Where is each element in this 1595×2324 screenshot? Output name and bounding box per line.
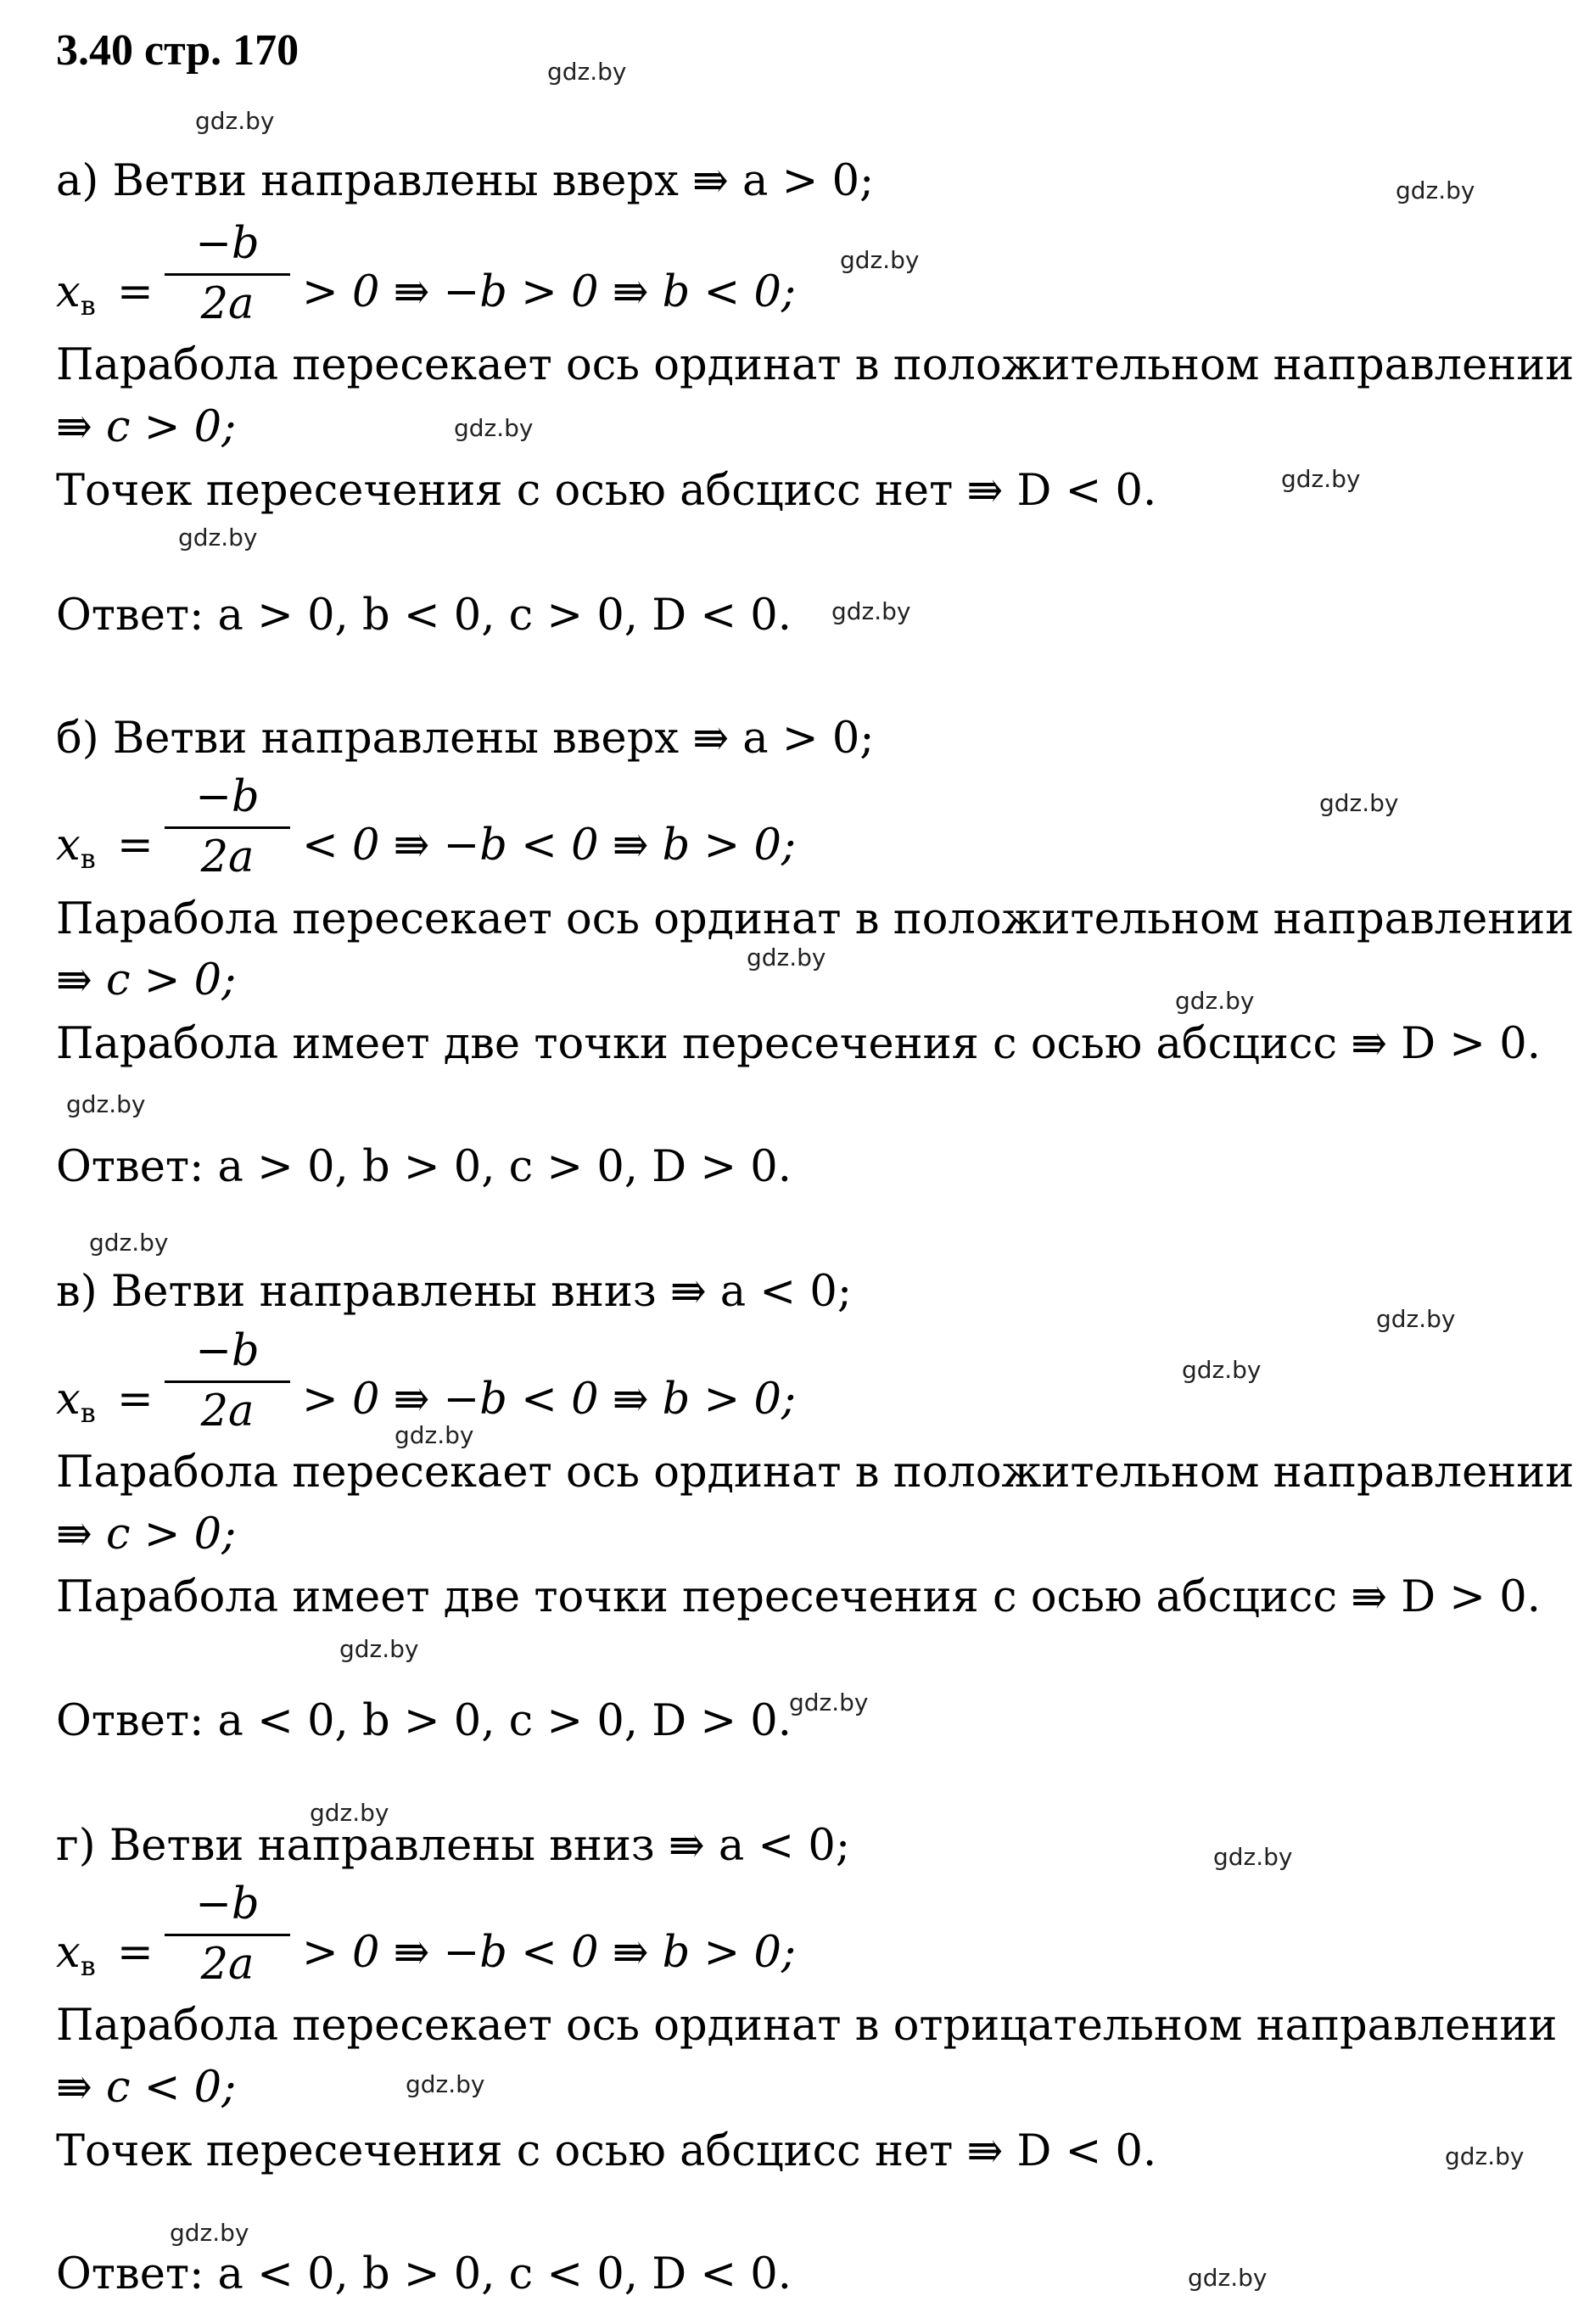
fraction-numerator: −b bbox=[195, 1326, 260, 1376]
equals-sign: = bbox=[117, 267, 154, 317]
part-a-answer: Ответ: a > 0, b < 0, c > 0, D < 0. bbox=[56, 591, 792, 641]
equals-sign: = bbox=[117, 1928, 154, 1978]
fraction bbox=[165, 219, 290, 330]
part-c-c-sign: ⇛ c > 0; bbox=[56, 1509, 237, 1560]
part-b-ordinate-intersection: Парабола пересекает ось ординат в положительном направлении bbox=[56, 894, 1575, 944]
watermark: gdz.by bbox=[195, 107, 275, 135]
part-c-ordinate-intersection: Парабола пересекает ось ординат в положительном направлении bbox=[56, 1448, 1575, 1498]
vertex-x-symbol: $x_в$ bbox=[56, 820, 96, 875]
part-b-branches: б) Ветви направлены вверх ⇛ a > 0; bbox=[56, 714, 875, 764]
part-a-abscissa-intersection: Точек пересечения с осью абсцисс нет ⇛ D < 0. bbox=[56, 466, 1157, 516]
watermark: gdz.by bbox=[339, 1635, 419, 1663]
watermark: gdz.by bbox=[170, 2219, 249, 2247]
part-c-vertex-conclusion: > 0 ⇛ −b < 0 ⇛ b > 0; bbox=[302, 1375, 797, 1425]
watermark: gdz.by bbox=[1182, 1356, 1262, 1384]
fraction-bar bbox=[165, 1934, 290, 1936]
fraction-denominator: 2a bbox=[200, 1386, 255, 1436]
fraction-bar bbox=[165, 1380, 290, 1383]
watermark: gdz.by bbox=[1188, 2264, 1268, 2292]
fraction-numerator: −b bbox=[195, 772, 260, 822]
part-a-ordinate-intersection: Парабола пересекает ось ординат в положительном направлении bbox=[56, 340, 1575, 390]
watermark: gdz.by bbox=[1213, 1843, 1293, 1871]
watermark: gdz.by bbox=[831, 597, 911, 625]
watermark: gdz.by bbox=[406, 2070, 485, 2098]
part-d-vertex-conclusion: > 0 ⇛ −b < 0 ⇛ b > 0; bbox=[302, 1928, 797, 1978]
part-b-c-sign: ⇛ c > 0; bbox=[56, 955, 237, 1005]
vertex-x-symbol: $x_в$ bbox=[56, 267, 96, 322]
watermark: gdz.by bbox=[547, 58, 627, 86]
fraction-bar bbox=[165, 273, 290, 276]
equals-sign: = bbox=[117, 1375, 154, 1425]
vertex-x-symbol: $x_в$ bbox=[56, 1928, 96, 1982]
part-a-c-sign: ⇛ c > 0; bbox=[56, 402, 237, 452]
part-b-vertex-conclusion: < 0 ⇛ −b < 0 ⇛ b > 0; bbox=[302, 820, 797, 871]
watermark: gdz.by bbox=[1319, 789, 1399, 817]
fraction-bar bbox=[165, 826, 290, 829]
watermark: gdz.by bbox=[747, 944, 826, 972]
watermark: gdz.by bbox=[454, 414, 534, 442]
watermark: gdz.by bbox=[178, 524, 258, 552]
equals-sign: = bbox=[117, 820, 154, 871]
part-d-branches: г) Ветви направлены вниз ⇛ a < 0; bbox=[56, 1821, 851, 1871]
watermark: gdz.by bbox=[789, 1688, 869, 1716]
fraction-denominator: 2a bbox=[200, 279, 255, 329]
part-c-branches: в) Ветви направлены вниз ⇛ a < 0; bbox=[56, 1267, 852, 1317]
watermark: gdz.by bbox=[1445, 2142, 1525, 2170]
fraction-numerator: −b bbox=[195, 1879, 260, 1929]
part-b-abscissa-intersection: Парабола имеет две точки пересечения с осью абсцисс ⇛ D > 0. bbox=[56, 1019, 1541, 1069]
vertex-x-symbol: $x_в$ bbox=[56, 1375, 96, 1429]
fraction bbox=[165, 1879, 290, 1991]
watermark: gdz.by bbox=[89, 1229, 169, 1257]
part-d-answer: Ответ: a < 0, b > 0, c < 0, D < 0. bbox=[56, 2249, 792, 2299]
fraction bbox=[165, 1326, 290, 1437]
part-d-ordinate-intersection: Парабола пересекает ось ординат в отрицательном направлении bbox=[56, 2001, 1558, 2051]
part-b-answer: Ответ: a > 0, b > 0, c > 0, D > 0. bbox=[56, 1142, 792, 1192]
watermark: gdz.by bbox=[1376, 1305, 1456, 1333]
fraction bbox=[165, 772, 290, 883]
part-d-abscissa-intersection: Точек пересечения с осью абсцисс нет ⇛ D < 0. bbox=[56, 2126, 1157, 2176]
watermark: gdz.by bbox=[66, 1090, 146, 1118]
fraction-denominator: 2a bbox=[200, 1940, 255, 1990]
part-c-abscissa-intersection: Парабола имеет две точки пересечения с осью абсцисс ⇛ D > 0. bbox=[56, 1572, 1541, 1622]
page-title: 3.40 стр. 170 bbox=[56, 26, 299, 75]
watermark: gdz.by bbox=[1175, 987, 1255, 1015]
part-c-answer: Ответ: a < 0, b > 0, c > 0, D > 0. bbox=[56, 1696, 792, 1746]
fraction-numerator: −b bbox=[195, 219, 260, 269]
part-d-c-sign: ⇛ c < 0; bbox=[56, 2063, 237, 2113]
watermark: gdz.by bbox=[840, 246, 920, 274]
part-a-vertex-conclusion: > 0 ⇛ −b > 0 ⇛ b < 0; bbox=[302, 267, 797, 317]
fraction-denominator: 2a bbox=[200, 832, 255, 882]
part-a-branches: а) Ветви направлены вверх ⇛ a > 0; bbox=[56, 156, 875, 206]
watermark: gdz.by bbox=[310, 1799, 389, 1827]
watermark: gdz.by bbox=[1396, 176, 1475, 204]
watermark: gdz.by bbox=[1281, 465, 1361, 493]
watermark: gdz.by bbox=[395, 1421, 474, 1449]
